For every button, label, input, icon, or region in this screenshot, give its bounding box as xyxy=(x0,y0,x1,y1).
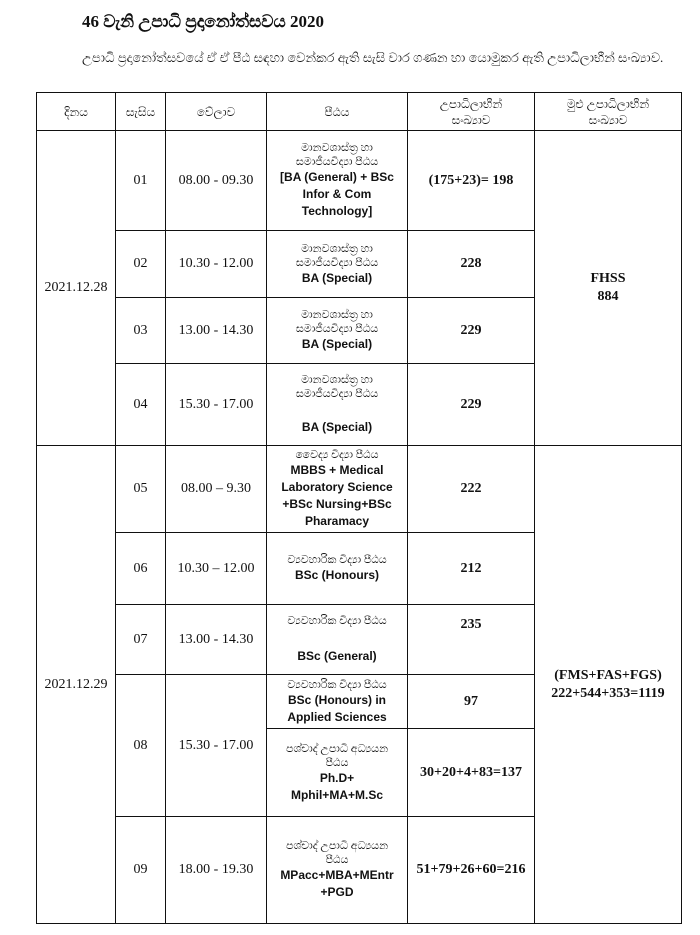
total-cell xyxy=(535,131,682,446)
faculty-name: ව්‍යවහාරික විද්‍යා පීඨය xyxy=(287,554,387,566)
faculty-name: මානවශාස්ත්‍ර හා xyxy=(301,309,373,321)
degree-name: Laboratory Science xyxy=(281,480,393,494)
graduate-count: 228 xyxy=(408,231,535,298)
graduation-schedule-table xyxy=(36,92,682,924)
degree-name: Mphil+MA+M.Sc xyxy=(290,787,383,802)
header-total-line1: මුළු උපාධිලාභීන් xyxy=(566,96,650,111)
graduate-count: 229 xyxy=(408,364,535,446)
faculty-name: පශ්චාද් උපාධි අධ්‍යයන xyxy=(285,742,389,755)
degree-name: BSc (General) xyxy=(297,649,377,663)
degree-name: BA (Special) xyxy=(301,420,373,434)
date-cell: 2021.12.29 xyxy=(37,446,116,924)
faculty-cell xyxy=(267,131,408,231)
faculty-name: මානවශාස්ත්‍ර හා xyxy=(301,242,373,255)
document-intro: උපාධි ප්‍රදානෝත්සවයේ ඒ ඒ පීඨ සඳහා වෙන්කර ඇති සැසි වාර ගණන හා යොමුකර ඇති උපාධිලාභීන් සංඛ්‍යාව. xyxy=(82,50,664,65)
total-count: 222+544+353=1119 xyxy=(551,685,665,701)
degree-name: +PGD xyxy=(320,885,354,899)
degree-name: Technology] xyxy=(301,204,373,218)
total-cell xyxy=(535,446,682,924)
graduate-count: 235 xyxy=(408,605,535,675)
faculty-name: පීඨය xyxy=(325,756,349,769)
header-date: දිනය xyxy=(37,93,116,131)
graduate-count: 30+20+4+83=137 xyxy=(408,729,535,817)
header-session: සැසිය xyxy=(116,93,166,131)
faculty-cell xyxy=(267,675,408,729)
graduate-count: 51+79+26+60=216 xyxy=(408,817,535,924)
session-number: 06 xyxy=(116,533,166,605)
header-total xyxy=(535,93,682,131)
faculty-name: වෛද්‍ය විද්‍යා පීඨය xyxy=(295,449,379,461)
faculty-name: මානවශාස්ත්‍ර හා xyxy=(301,142,373,154)
faculty-name: ව්‍යවහාරික විද්‍යා පීඨය xyxy=(287,615,387,627)
faculty-cell xyxy=(267,364,408,446)
session-number: 08 xyxy=(116,675,166,817)
degree-name: BA (Special) xyxy=(301,270,373,285)
header-graduates-line2: සංඛ්‍යාව xyxy=(451,112,491,127)
degree-name: [BA (General) + BSc xyxy=(280,170,394,184)
faculty-cell xyxy=(267,231,408,298)
session-number: 03 xyxy=(116,298,166,364)
graduate-count: 97 xyxy=(408,675,535,729)
session-time: 08.00 - 09.30 xyxy=(166,131,267,231)
faculty-cell xyxy=(267,446,408,533)
degree-name: BA (Special) xyxy=(301,337,373,351)
date-cell: 2021.12.28 xyxy=(37,131,116,446)
faculty-name: පීඨය xyxy=(325,854,349,866)
degree-name: Applied Sciences xyxy=(287,709,387,724)
header-total-line2: සංඛ්‍යාව xyxy=(588,112,628,127)
faculty-name: මානවශාස්ත්‍ර හා xyxy=(301,374,373,386)
session-time: 10.30 - 12.00 xyxy=(166,231,267,298)
session-time: 08.00 – 9.30 xyxy=(166,446,267,533)
session-time: 15.30 - 17.00 xyxy=(166,364,267,446)
session-time: 10.30 – 12.00 xyxy=(166,533,267,605)
faculty-cell xyxy=(267,605,408,675)
degree-name: MPacc+MBA+MEntr xyxy=(280,868,394,882)
header-time: වේලාව xyxy=(166,93,267,131)
degree-name: Pharamacy xyxy=(304,514,370,528)
graduate-count: 222 xyxy=(408,446,535,533)
degree-name: Ph.D+ xyxy=(319,770,355,785)
session-number: 09 xyxy=(116,817,166,924)
faculty-name: පශ්චාද් උපාධි අධ්‍යයන xyxy=(285,840,389,852)
session-time: 18.00 - 19.30 xyxy=(166,817,267,924)
faculty-name: සමාජීයවිද්‍යා පීඨය xyxy=(295,156,379,168)
graduate-count: 229 xyxy=(408,298,535,364)
header-graduates-line1: උපාධිලාභීන් xyxy=(439,96,503,111)
session-number: 05 xyxy=(116,446,166,533)
table-row-session-01 xyxy=(37,131,682,231)
header-faculty: පීඨය xyxy=(267,93,408,131)
total-count: 884 xyxy=(597,289,619,304)
faculty-cell xyxy=(267,817,408,924)
document-title: 46 වැනි උපාධි ප්‍රදානෝත්සවය 2020 xyxy=(82,12,324,31)
header-row xyxy=(37,93,682,131)
degree-name: BSc (Honours) in xyxy=(288,692,386,707)
total-faculty: FHSS xyxy=(590,271,626,286)
faculty-name: ව්‍යවහාරික විද්‍යා පීඨය xyxy=(287,678,387,691)
session-number: 04 xyxy=(116,364,166,446)
degree-name: Infor & Com xyxy=(302,187,372,201)
faculty-cell xyxy=(267,729,408,817)
degree-name: BSc (Honours) xyxy=(295,568,379,582)
header-graduates xyxy=(408,93,535,131)
session-time: 13.00 - 14.30 xyxy=(166,605,267,675)
faculty-name: සමාජීයවිද්‍යා පීඨය xyxy=(295,256,379,269)
session-time: 13.00 - 14.30 xyxy=(166,298,267,364)
faculty-cell xyxy=(267,533,408,605)
degree-name: MBBS + Medical xyxy=(290,463,384,477)
session-number: 07 xyxy=(116,605,166,675)
degree-name: +BSc Nursing+BSc xyxy=(282,497,392,511)
faculty-cell xyxy=(267,298,408,364)
faculty-name: සමාජීයවිද්‍යා පීඨය xyxy=(295,388,379,400)
faculty-name: සමාජීයවිද්‍යා පීඨය xyxy=(295,323,379,335)
session-time: 15.30 - 17.00 xyxy=(166,675,267,817)
table-row-session-05 xyxy=(37,446,682,533)
graduate-count: (175+23)= 198 xyxy=(408,131,535,231)
graduate-count: 212 xyxy=(408,533,535,605)
session-number: 02 xyxy=(116,231,166,298)
session-number: 01 xyxy=(116,131,166,231)
total-faculty: (FMS+FAS+FGS) xyxy=(554,667,662,683)
